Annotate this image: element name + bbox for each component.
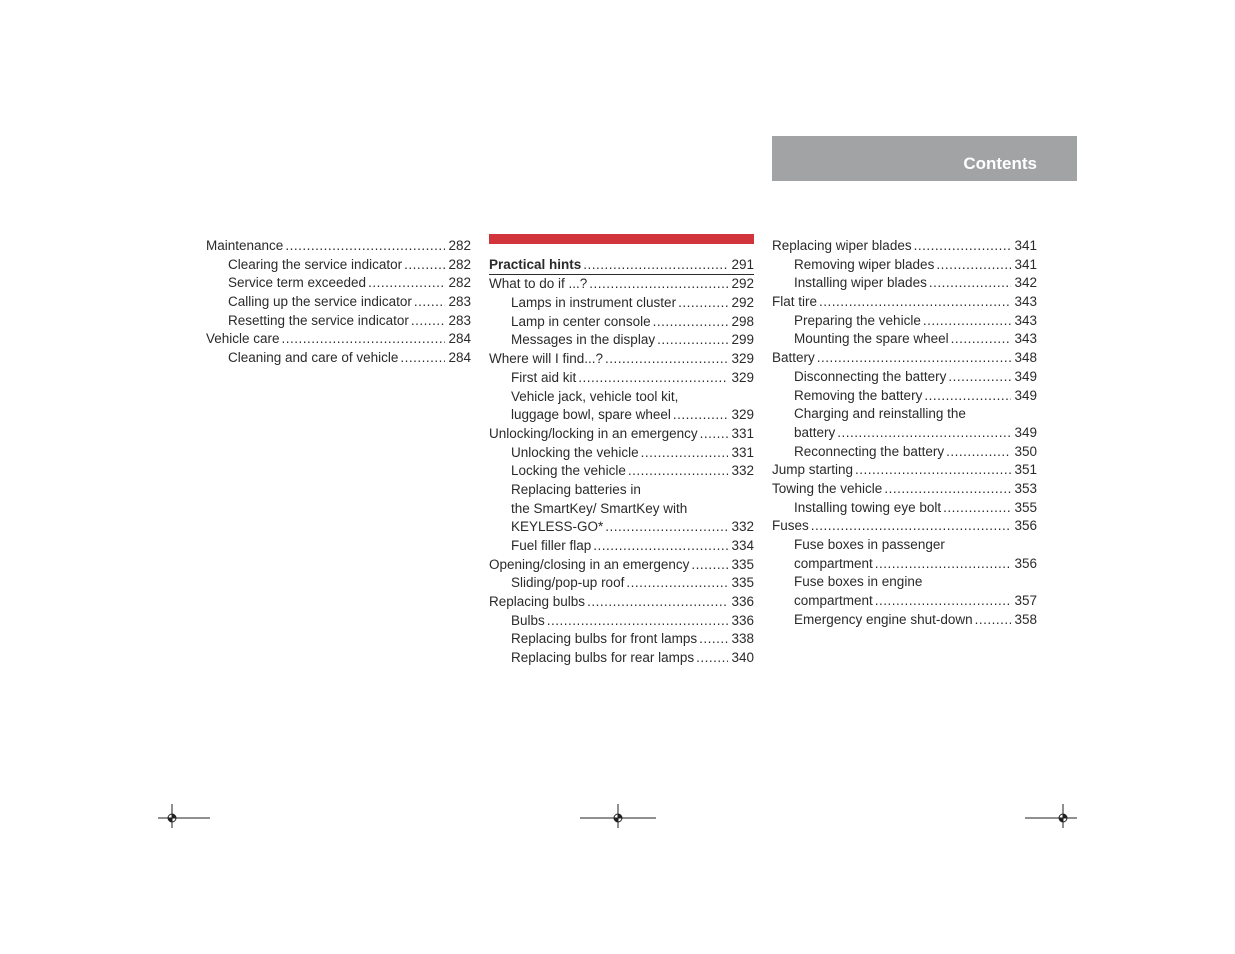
dot-leader: [855, 461, 1011, 480]
toc-entry[interactable]: [772, 499, 1037, 518]
dot-leader: [400, 349, 445, 368]
dot-leader: [819, 293, 1011, 312]
toc-entry[interactable]: [772, 330, 1037, 349]
dot-leader: [817, 349, 1012, 368]
toc-entry[interactable]: [772, 312, 1037, 331]
toc-entry[interactable]: [489, 593, 754, 612]
dot-leader: [587, 593, 728, 612]
toc-entry-page: 282: [448, 238, 471, 253]
toc-entry-label: Removing the battery: [794, 387, 922, 406]
dot-leader: [678, 294, 728, 313]
toc-entry-page: 329: [731, 407, 754, 423]
dot-leader: [411, 312, 446, 331]
dot-leader: [951, 330, 1012, 349]
toc-entry[interactable]: [206, 274, 471, 293]
toc-entry-label: What to do if ...?: [489, 275, 587, 294]
toc-entry[interactable]: [772, 611, 1037, 630]
toc-entry-label: Where will I find...?: [489, 350, 603, 369]
toc-entry[interactable]: [206, 349, 471, 368]
toc-entry-label: Removing wiper blades: [794, 256, 934, 275]
toc-entry-page: 283: [448, 312, 471, 328]
toc-entry-label: Calling up the service indicator: [228, 293, 412, 312]
toc-entry[interactable]: [489, 369, 754, 388]
toc-entry-page: 341: [1014, 256, 1037, 272]
toc-entry[interactable]: [489, 574, 754, 593]
dot-leader: [673, 406, 729, 425]
toc-entry-label: Practical hints: [489, 256, 581, 275]
toc-entry-label: Unlocking the vehicle: [511, 444, 639, 463]
toc-entry[interactable]: [772, 274, 1037, 293]
toc-entry-page: 292: [731, 276, 754, 292]
toc-entry-label: luggage bowl, spare wheel: [511, 406, 671, 425]
toc-entry-page: 343: [1014, 331, 1037, 347]
toc-entry-label: Reconnecting the battery: [794, 443, 944, 462]
toc-entry[interactable]: [489, 313, 754, 332]
registration-mark-icon: [1025, 804, 1077, 828]
toc-entry-page: 340: [731, 650, 754, 666]
toc-entry-page: 329: [731, 369, 754, 385]
toc-entry-label: Sliding/pop-up roof: [511, 574, 624, 593]
toc-entry[interactable]: [772, 555, 1037, 574]
toc-entry-page: 298: [731, 313, 754, 329]
toc-entry-label: Messages in the display: [511, 331, 655, 350]
toc-entry[interactable]: [772, 368, 1037, 387]
dot-leader: [975, 611, 1012, 630]
toc-entry[interactable]: [489, 612, 754, 631]
toc-entry[interactable]: [489, 294, 754, 313]
toc-entry-label: battery: [794, 424, 835, 443]
toc-entry-page: 331: [731, 444, 754, 460]
toc-entry[interactable]: [489, 256, 754, 276]
dot-leader: [605, 350, 728, 369]
toc-entry-page: 343: [1014, 294, 1037, 310]
toc-entry[interactable]: [772, 443, 1037, 462]
toc-entry-page: 282: [448, 275, 471, 291]
toc-entry-label: Locking the vehicle: [511, 462, 626, 481]
toc-entry-page: 355: [1014, 499, 1037, 515]
toc-entry[interactable]: [489, 350, 754, 369]
dot-leader: [404, 256, 445, 275]
toc-entry-page: 329: [731, 351, 754, 367]
toc-entry-label: Vehicle care: [206, 330, 280, 349]
toc-entry[interactable]: [772, 517, 1037, 536]
dot-leader: [605, 518, 728, 537]
registration-mark-icon: [580, 804, 656, 828]
toc-entry-label: Installing towing eye bolt: [794, 499, 941, 518]
dot-leader: [583, 256, 728, 275]
section-color-bar: [489, 234, 754, 244]
toc-entry-page: 283: [448, 294, 471, 310]
toc-entry-label: Resetting the service indicator: [228, 312, 409, 331]
toc-entry[interactable]: [772, 461, 1037, 480]
toc-entry[interactable]: [206, 312, 471, 331]
toc-entry[interactable]: [489, 462, 754, 481]
toc-entry-label: Replacing bulbs for front lamps: [511, 630, 697, 649]
dot-leader: [547, 612, 729, 631]
toc-entry-page: 334: [731, 538, 754, 553]
dot-leader: [626, 574, 728, 593]
toc-entry[interactable]: [489, 406, 754, 425]
toc-entry[interactable]: [489, 388, 754, 407]
toc-entry-page: 284: [448, 331, 471, 347]
toc-entry-label: Replacing bulbs: [489, 593, 585, 612]
toc-entry[interactable]: [772, 592, 1037, 611]
toc-entry-label: First aid kit: [511, 369, 576, 388]
dot-leader: [943, 499, 1011, 518]
toc-entry-page: 358: [1014, 611, 1037, 627]
toc-entry-label: Emergency engine shut-down: [794, 611, 973, 630]
toc-entry-label: Jump starting: [772, 461, 853, 480]
toc-entry-page: 341: [1014, 238, 1037, 253]
toc-entry-label: Fuel filler flap: [511, 537, 591, 556]
toc-entry-page: 351: [1014, 462, 1037, 478]
toc-entry-page: 349: [1014, 424, 1037, 440]
toc-entry-label: Service term exceeded: [228, 274, 366, 293]
toc-entry-label: Clearing the service indicator: [228, 256, 402, 275]
toc-entry-page: 299: [731, 332, 754, 348]
toc-entry[interactable]: [772, 237, 1037, 256]
dot-leader: [924, 387, 1011, 406]
dot-leader: [923, 312, 1012, 331]
dot-leader: [837, 424, 1011, 443]
toc-entry-label: Vehicle jack, vehicle tool kit,: [511, 388, 678, 407]
toc-entry[interactable]: [489, 649, 754, 668]
registration-mark-icon: [158, 804, 210, 828]
toc-entry-page: 332: [731, 463, 754, 479]
toc-entry-label: Mounting the spare wheel: [794, 330, 949, 349]
header-banner: [772, 136, 1077, 181]
toc-entry-label: Replacing bulbs for rear lamps: [511, 649, 694, 668]
toc-entry[interactable]: [206, 293, 471, 312]
toc-entry-page: 342: [1014, 275, 1037, 291]
toc-entry-label: Bulbs: [511, 612, 545, 631]
toc-entry[interactable]: [489, 518, 754, 537]
toc-entry-label: Cleaning and care of vehicle: [228, 349, 398, 368]
toc-entry-label: Lamp in center console: [511, 313, 651, 332]
toc-entry-page: 348: [1014, 350, 1037, 366]
toc-entry-label: Flat tire: [772, 293, 817, 312]
toc-entry[interactable]: [772, 256, 1037, 275]
toc-entry-page: 356: [1014, 518, 1037, 534]
dot-leader: [285, 237, 445, 256]
dot-leader: [914, 237, 1012, 256]
dot-leader: [691, 556, 728, 575]
page-title: Contents: [963, 154, 1037, 173]
toc-entry-page: 349: [1014, 387, 1037, 403]
dot-leader: [884, 480, 1011, 499]
toc-entry-page: 353: [1014, 480, 1037, 496]
toc-entry-label: Disconnecting the battery: [794, 368, 946, 387]
toc-entry[interactable]: [772, 480, 1037, 499]
toc-entry-label: Replacing batteries in: [511, 481, 641, 500]
toc-entry-page: 356: [1014, 555, 1037, 571]
dot-leader: [700, 425, 729, 444]
dot-leader: [578, 369, 728, 388]
toc-entry[interactable]: [772, 293, 1037, 312]
toc-entry[interactable]: [772, 405, 1037, 424]
toc-entry[interactable]: [772, 573, 1037, 592]
toc-entry[interactable]: [206, 330, 471, 349]
toc-entry-page: 336: [731, 594, 754, 610]
toc-entry-label: Opening/closing in an emergency: [489, 556, 689, 575]
toc-entry-page: 350: [1014, 443, 1037, 459]
toc-entry-page: 357: [1014, 593, 1037, 609]
toc-entry[interactable]: [489, 500, 754, 519]
dot-leader: [641, 444, 729, 463]
toc-entry-page: 349: [1014, 368, 1037, 384]
dot-leader: [948, 368, 1011, 387]
toc-entry[interactable]: [489, 444, 754, 463]
toc-entry-label: KEYLESS-GO*: [511, 518, 603, 537]
dot-leader: [875, 555, 1012, 574]
toc-entry-page: 335: [731, 575, 754, 591]
toc-entry-page: 331: [731, 425, 754, 441]
toc-entry-page: 282: [448, 256, 471, 272]
toc-entry-label: Replacing wiper blades: [772, 237, 912, 256]
toc-entry-page: 335: [731, 556, 754, 572]
toc-entry[interactable]: [489, 630, 754, 649]
toc-entry-label: Battery: [772, 349, 815, 368]
toc-entry-label: Fuses: [772, 517, 809, 536]
toc-entry-page: 284: [448, 350, 471, 366]
toc-entry[interactable]: [772, 349, 1037, 368]
toc-entry-label: Towing the vehicle: [772, 480, 882, 499]
toc-entry[interactable]: [206, 237, 471, 256]
toc-entry-page: 338: [731, 631, 754, 647]
dot-leader: [696, 649, 728, 668]
toc-entry[interactable]: [489, 556, 754, 575]
toc-entry[interactable]: [489, 275, 754, 294]
toc-entry[interactable]: [206, 256, 471, 275]
toc-entry[interactable]: [489, 331, 754, 350]
toc-entry[interactable]: [772, 387, 1037, 406]
dot-leader: [282, 330, 446, 349]
toc-entry-label: Fuse boxes in engine: [794, 573, 922, 592]
toc-entry-page: 336: [731, 612, 754, 628]
toc-entry-label: Lamps in instrument cluster: [511, 294, 676, 313]
dot-leader: [946, 443, 1011, 462]
toc-column-1: [206, 237, 471, 368]
dot-leader: [593, 537, 728, 556]
dot-leader: [811, 517, 1012, 536]
dot-leader: [699, 630, 728, 649]
toc-entry-page: 343: [1014, 312, 1037, 328]
toc-column-2: [489, 237, 754, 668]
toc-column-3: [772, 237, 1037, 629]
dot-leader: [875, 592, 1012, 611]
dot-leader: [657, 331, 728, 350]
dot-leader: [653, 313, 729, 332]
toc-entry-label: Maintenance: [206, 237, 283, 256]
toc-entry-label: Unlocking/locking in an emergency: [489, 425, 698, 444]
dot-leader: [589, 275, 728, 294]
toc-entry-label: the SmartKey/ SmartKey with: [511, 500, 687, 519]
toc-entry-label: Preparing the vehicle: [794, 312, 921, 331]
toc-entry[interactable]: [772, 424, 1037, 443]
dot-leader: [414, 293, 446, 312]
toc-entry-page: 332: [731, 519, 754, 535]
toc-entry-label: Charging and reinstalling the: [794, 405, 966, 424]
toc-entry[interactable]: [489, 425, 754, 444]
dot-leader: [929, 274, 1012, 293]
toc-entry-page: 291: [731, 256, 754, 272]
toc-entry[interactable]: [772, 536, 1037, 555]
toc-entry[interactable]: [489, 537, 754, 556]
dot-leader: [368, 274, 445, 293]
toc-entry-label: compartment: [794, 592, 873, 611]
toc-entry[interactable]: [489, 481, 754, 500]
toc-entry-label: Installing wiper blades: [794, 274, 927, 293]
toc-entry-label: compartment: [794, 555, 873, 574]
dot-leader: [628, 462, 729, 481]
toc-entry-label: Fuse boxes in passenger: [794, 536, 945, 555]
toc-entry-page: 292: [731, 295, 754, 311]
dot-leader: [936, 256, 1011, 275]
